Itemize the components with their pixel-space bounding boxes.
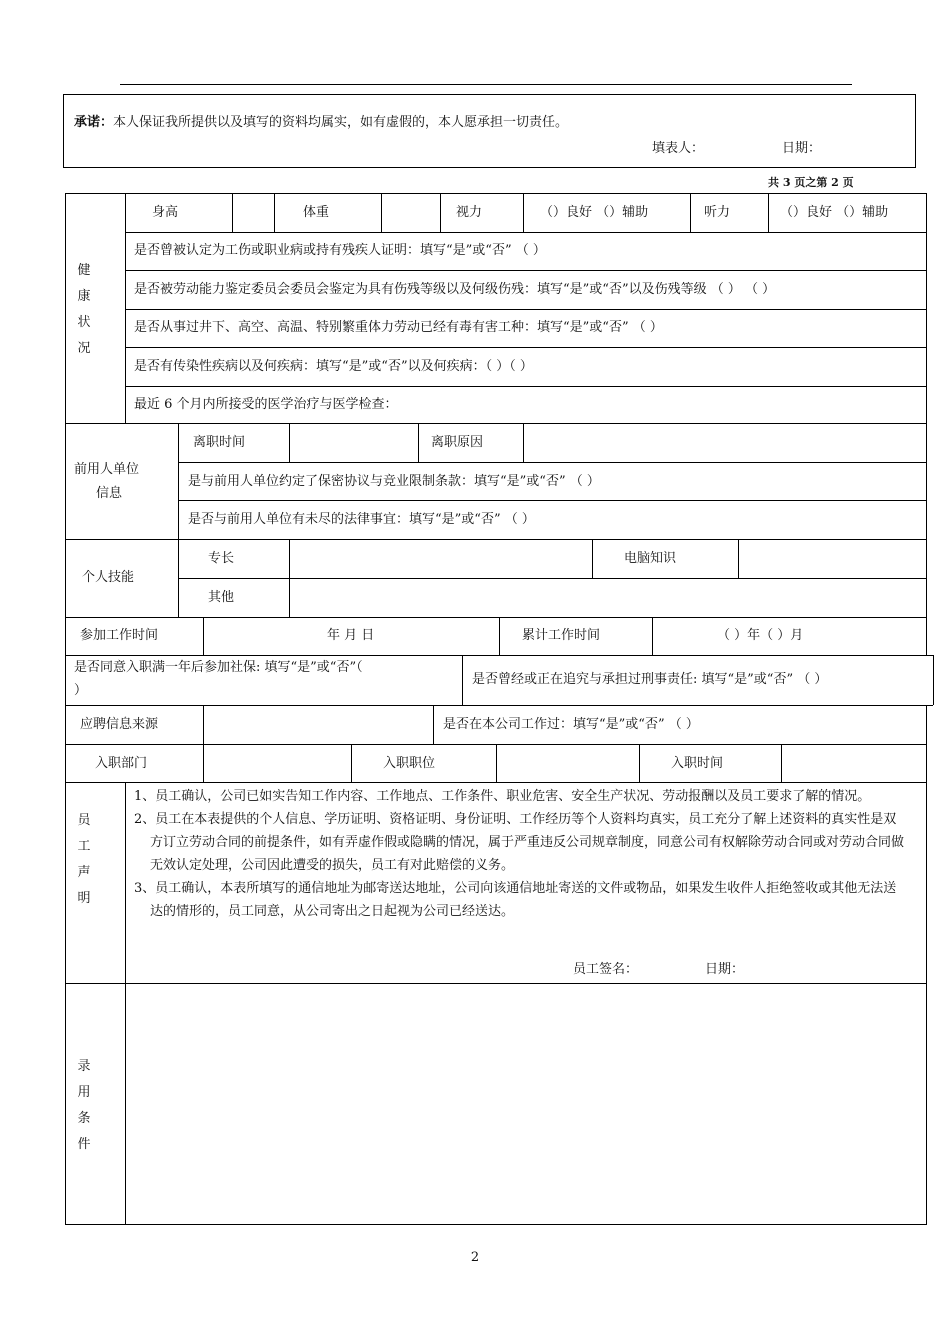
skills-section-label: 个人技能 — [82, 570, 135, 585]
computer-skills-label: 电脑知识 — [624, 551, 677, 566]
work-start-value[interactable]: 年 月 日 — [327, 628, 375, 643]
declaration-item-1: 1、员工确认，公司已如实告知工作内容、工作地点、工作条件、职业危害、安全生产状况、劳动报酬以及员工要求了解的情况。 — [134, 789, 871, 804]
hearing-options[interactable]: （）良好 （）辅助 — [780, 205, 889, 220]
page-indicator: 共 3 页之第 2 页 — [768, 176, 854, 189]
vision-options[interactable]: （）良好 （）辅助 — [540, 205, 649, 220]
other-skills-label: 其他 — [208, 590, 235, 605]
declaration-item-2: 2、员工在本表提供的个人信息、学历证明、资格证明、身份证明、工作经历等个人资料均真实，员工充分了解上述资料的真实性是双方订立劳动合同的前提条件，如有弄虚作假或隐瞒的情况，属于严重违反公司规章制度，同意公司有权解除劳动合同或对劳动合同做无效认定处理，公司因此遭受的损失，员工有对此赔偿的义务。 — [134, 812, 905, 873]
position-label: 入职职位 — [383, 756, 436, 771]
hiring-conditions-label: 录 用 条 件 — [77, 1059, 91, 1152]
declaration-text — [134, 785, 904, 923]
declaration-date-label: 日期： — [705, 962, 745, 977]
page-number: 2 — [470, 1250, 480, 1265]
legal-matters-question: 是否与前用人单位有未尽的法律事宜：填写“是”或“否” （ ） — [188, 512, 535, 527]
declaration-item-3: 3、员工确认，本表所填写的通信地址为邮寄送达地址，公司向该通信地址寄送的文件或物品，如果发生收件人拒绝签收或其他无法送达的情形的，员工同意，从公司寄出之日起视为公司已经送达。 — [134, 881, 897, 919]
worked-here-question: 是否在本公司工作过：填写“是”或“否” （ ） — [443, 717, 699, 732]
employee-signature-label: 员工签名： — [573, 962, 639, 977]
leave-time-label: 离职时间 — [193, 435, 246, 450]
height-label: 身高 — [152, 205, 179, 220]
dept-label: 入职部门 — [95, 756, 148, 771]
criminal-question: 是否曾经或正在追究与承担过刑事责任: 填写“是”或“否” （ ） — [472, 672, 828, 687]
health-section-label: 健 康 状 况 — [77, 263, 91, 356]
filler-label: 填表人： — [652, 141, 705, 156]
specialty-label: 专长 — [208, 551, 235, 566]
health-question-disability: 是否被劳动能力鉴定委员会委员会鉴定为具有伤残等级以及何级伤残：填写“是”或“否”以及伤残等级 （ ） （ ） — [134, 282, 776, 297]
pledge-text: 本人保证我所提供以及填写的资料均属实，如有虚假的，本人愿承担一切责任。 — [113, 115, 569, 130]
health-question-medical: 最近 6 个月内所接受的医学治疗与医学检查： — [134, 397, 398, 412]
declaration-section-label: 员 工 声 明 — [77, 813, 91, 906]
health-question-disease: 是否有传染性疾病以及何疾病：填写“是”或“否”以及何疾病：（ ）（ ） — [134, 359, 533, 374]
non-compete-question: 是与前用人单位约定了保密协议与竞业限制条款：填写“是”或“否” （ ） — [188, 474, 600, 489]
join-time-label: 入职时间 — [671, 756, 724, 771]
health-question-injury: 是否曾被认定为工伤或职业病或持有残疾人证明：填写“是”或“否” （ ） — [134, 243, 546, 258]
vision-label: 视力 — [456, 205, 483, 220]
total-work-value[interactable]: （ ）年（ ）月 — [717, 628, 804, 643]
weight-label: 体重 — [303, 205, 330, 220]
prev-employer-label-2: 信息 — [96, 486, 123, 501]
pledge-date-label: 日期： — [782, 141, 822, 156]
social-insurance-close: ） — [74, 683, 88, 698]
work-start-label: 参加工作时间 — [80, 628, 159, 643]
social-insurance-question: 是否同意入职满一年后参加社保: 填写“是”或“否”（ — [74, 660, 363, 675]
hearing-label: 听力 — [704, 205, 731, 220]
health-question-hazard: 是否从事过井下、高空、高温、特别繁重体力劳动已经有毒有害工种：填写“是”或“否” （ ） — [134, 320, 663, 335]
prev-employer-label-1: 前用人单位 — [74, 462, 140, 477]
source-label: 应聘信息来源 — [80, 717, 159, 732]
leave-reason-label: 离职原因 — [431, 435, 484, 450]
total-work-label: 累计工作时间 — [522, 628, 601, 643]
pledge-label: 承诺： — [74, 115, 114, 130]
